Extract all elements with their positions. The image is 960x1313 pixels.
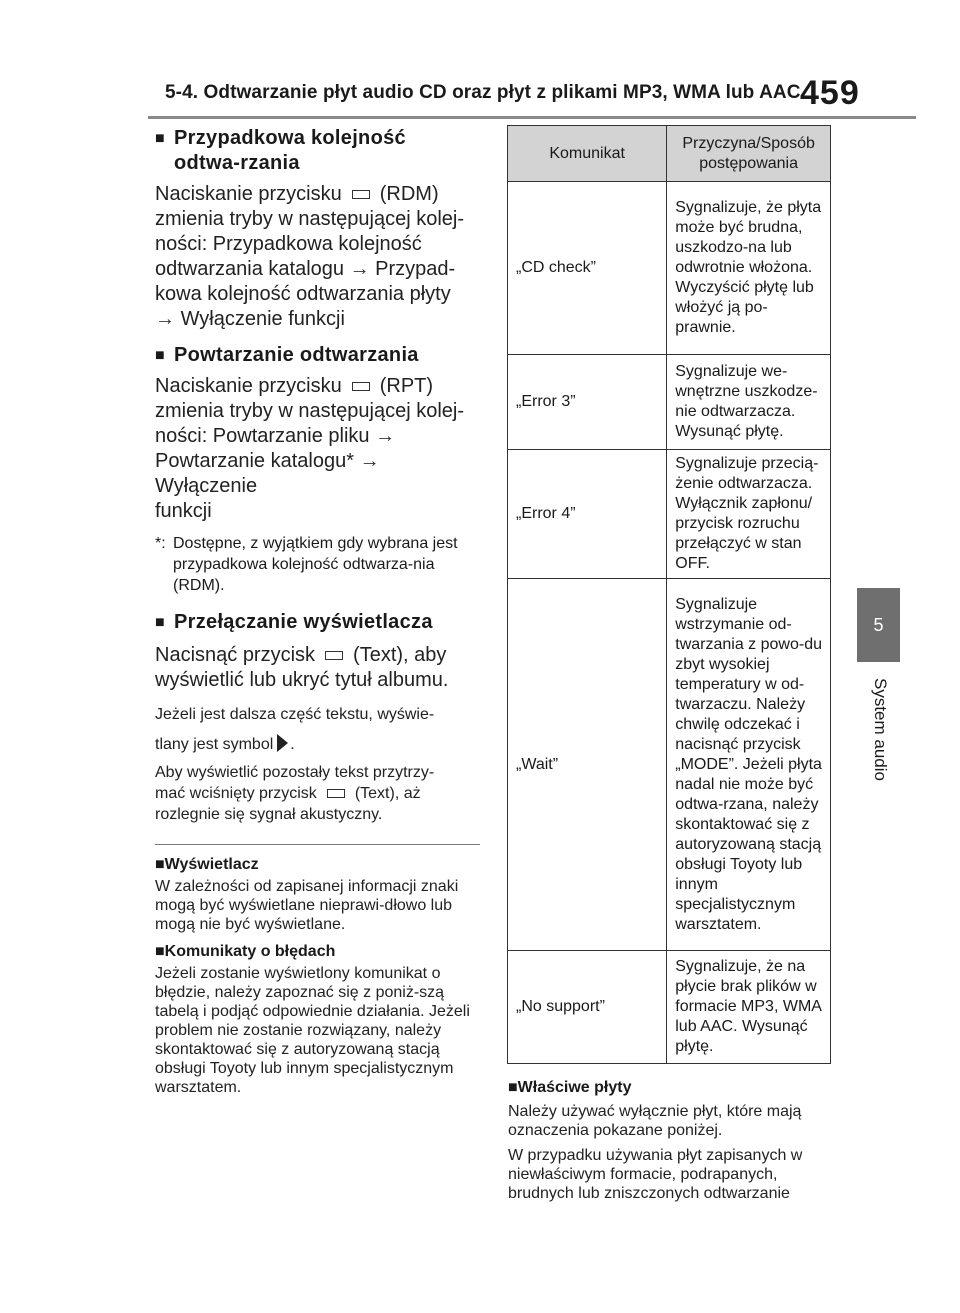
section-divider — [155, 844, 480, 845]
chapter-number: 5 — [873, 614, 884, 635]
message-cell: „CD check” — [508, 182, 667, 355]
text: . — [290, 736, 295, 753]
table-row — [508, 450, 831, 579]
heading-display-text: Przełączanie wyświetlacza — [174, 611, 433, 633]
proper-discs-p2: W przypadku używania płyt zapisanych w niewłaściwym formacie, podrapanych, brudnych lub zniszczonych odtwarzanie — [508, 1147, 803, 1202]
button-rect-icon — [327, 789, 345, 798]
text: (RPT) — [379, 375, 434, 397]
text: zmienia tryby w następującej kolej- — [155, 208, 465, 230]
chapter-tab[interactable] — [857, 588, 900, 662]
arrow-right-icon: → — [375, 425, 396, 447]
message-cell: „No support” — [508, 951, 667, 1064]
text: odtwarzania katalogu — [155, 258, 345, 280]
error-messages-table — [507, 125, 831, 1064]
column-header-message: Komunikat — [508, 126, 667, 182]
square-bullet-icon: ■ — [508, 1079, 518, 1096]
message-cell: „Wait” — [508, 579, 667, 951]
footnote-text: Dostępne, z wyjątkiem gdy wybrana jest przypadkowa kolejność odtwarza-nia (RDM). — [173, 535, 458, 594]
text: Powtarzanie katalogu* — [155, 450, 355, 472]
chapter-label-text: System audio — [871, 678, 890, 781]
cause-cell: Sygnalizuje, że na płycie brak plików w formacie MP3, WMA lub AAC. Wysunąć płytę. — [667, 951, 831, 1064]
text: ności: Przypadkowa kolejność — [155, 233, 422, 255]
square-bullet-icon: ■ — [155, 347, 165, 364]
footnote — [155, 533, 480, 596]
note-body-display: W zależności od zapisanej informacji znaki mogą być wyświetlane nieprawi-dłowo lub mogą nie być wyświetlane. — [155, 878, 459, 933]
display-note — [155, 702, 480, 758]
proper-discs-heading — [508, 1078, 833, 1098]
text: (RDM) — [379, 183, 439, 205]
column-header-cause: Przyczyna/Sposób postępowania — [667, 126, 831, 182]
text: Wyłączenie — [155, 475, 258, 497]
text: Nacisnąć przycisk — [155, 644, 316, 666]
random-body — [155, 182, 480, 332]
text: funkcji — [155, 500, 212, 522]
text: (Text), aż — [354, 785, 421, 802]
heading-repeat-text: Powtarzanie odtwarzania — [174, 344, 419, 366]
heading-display — [155, 610, 480, 635]
text: Naciskanie przycisku — [155, 375, 342, 397]
text: zmienia tryby w następującej kolej- — [155, 400, 465, 422]
more-text-icon — [277, 734, 288, 752]
text: tlany jest symbol — [155, 736, 274, 753]
table-row — [508, 182, 831, 355]
text: Jeżeli jest dalsza część tekstu, wyświe- — [155, 706, 435, 723]
table-header-row — [508, 126, 831, 182]
square-bullet-icon: ■ — [155, 130, 165, 147]
arrow-right-icon: → — [349, 258, 370, 280]
section-header-title: 5-4. Odtwarzanie płyt audio CD oraz płyt z plikami MP3, WMA lub AAC — [165, 82, 801, 103]
square-bullet-icon: ■ — [155, 614, 165, 631]
cause-cell: Sygnalizuje we-wnętrzne uszkodze-nie odtwarzacza. Wysunąć płytę. — [667, 355, 831, 450]
square-bullet-icon: ■ — [155, 856, 165, 873]
text: Komunikaty o błędach — [164, 943, 336, 960]
text: mać wciśnięty przycisk — [155, 785, 317, 802]
note-heading-errors — [155, 942, 480, 962]
button-rect-icon — [352, 382, 370, 391]
cause-cell: Sygnalizuje przecią-żenie odtwarzacza. Wyłącznik zapłonu/ przycisk rozruchu przełączyć w stan OFF. — [667, 450, 831, 579]
square-bullet-icon: ■ — [155, 943, 165, 960]
message-cell: „Error 4” — [508, 450, 667, 579]
header-divider — [148, 116, 916, 119]
text: Wyświetlacz — [164, 856, 259, 873]
text: Naciskanie przycisku — [155, 183, 342, 205]
table-row — [508, 951, 831, 1064]
cause-cell: Sygnalizuje, że płyta może być brudna, uszkodzo-na lub odwrotnie włożona. Wyczyścić płytę lub włożyć ją po-prawnie. — [667, 182, 831, 355]
heading-random — [155, 126, 473, 176]
proper-discs-p1: Należy używać wyłącznie płyt, które mają oznaczenia pokazane poniżej. — [508, 1103, 802, 1139]
button-rect-icon — [325, 651, 343, 660]
display-body — [155, 643, 480, 693]
chapter-label — [858, 678, 898, 788]
repeat-body — [155, 374, 480, 524]
text: Właściwe płyty — [517, 1079, 632, 1096]
text: Wyłączenie funkcji — [180, 308, 345, 330]
arrow-right-icon: → — [359, 450, 380, 472]
proper-discs-section — [508, 1078, 833, 1203]
text: ności: Powtarzanie pliku — [155, 425, 370, 447]
left-column — [155, 126, 480, 1097]
note-heading-display — [155, 855, 480, 875]
text: Przypad- — [375, 258, 456, 280]
heading-repeat — [155, 343, 480, 368]
table-row — [508, 579, 831, 951]
table-row — [508, 355, 831, 450]
footnote-mark: *: — [155, 535, 166, 552]
heading-random-text: Przypadkowa kolejność odtwa-rzania — [174, 127, 406, 174]
message-cell: „Error 3” — [508, 355, 667, 450]
text: kowa kolejność odtwarzania płyty — [155, 283, 451, 305]
display-note-2 — [155, 762, 480, 825]
button-rect-icon — [352, 190, 370, 199]
arrow-right-icon: → — [155, 308, 175, 330]
text: Aby wyświetlić pozostały tekst przytrzy- — [155, 764, 435, 781]
text: (Text), aby — [353, 644, 447, 666]
note-body-errors: Jeżeli zostanie wyświetlony komunikat o błędzie, należy zapoznać się z poniż-szą tabelą i podjąć odpowiednie działania. Jeżeli problem nie zostanie rozwiązany, należy skontaktować się z autoryzowaną stacją obsługi Toyoty lub innym specjalistycznym warsztatem. — [155, 965, 470, 1096]
cause-cell: Sygnalizuje wstrzymanie od-twarzania z powo-du zbyt wysokiej temperatury w od-twarzaczu. Należy chwilę odczekać i nacisnąć przycisk „MODE”. Jeżeli płyta nadal nie może być odtwa-rzana, należy skontaktować się z autoryzowaną stacją obsługi Toyoty lub innym specjalistycznym warsztatem. — [667, 579, 831, 951]
page-number: 459 — [800, 74, 860, 112]
text: wyświetlić lub ukryć tytuł albumu. — [155, 669, 449, 691]
text: rozlegnie się sygnał akustyczny. — [155, 806, 383, 823]
